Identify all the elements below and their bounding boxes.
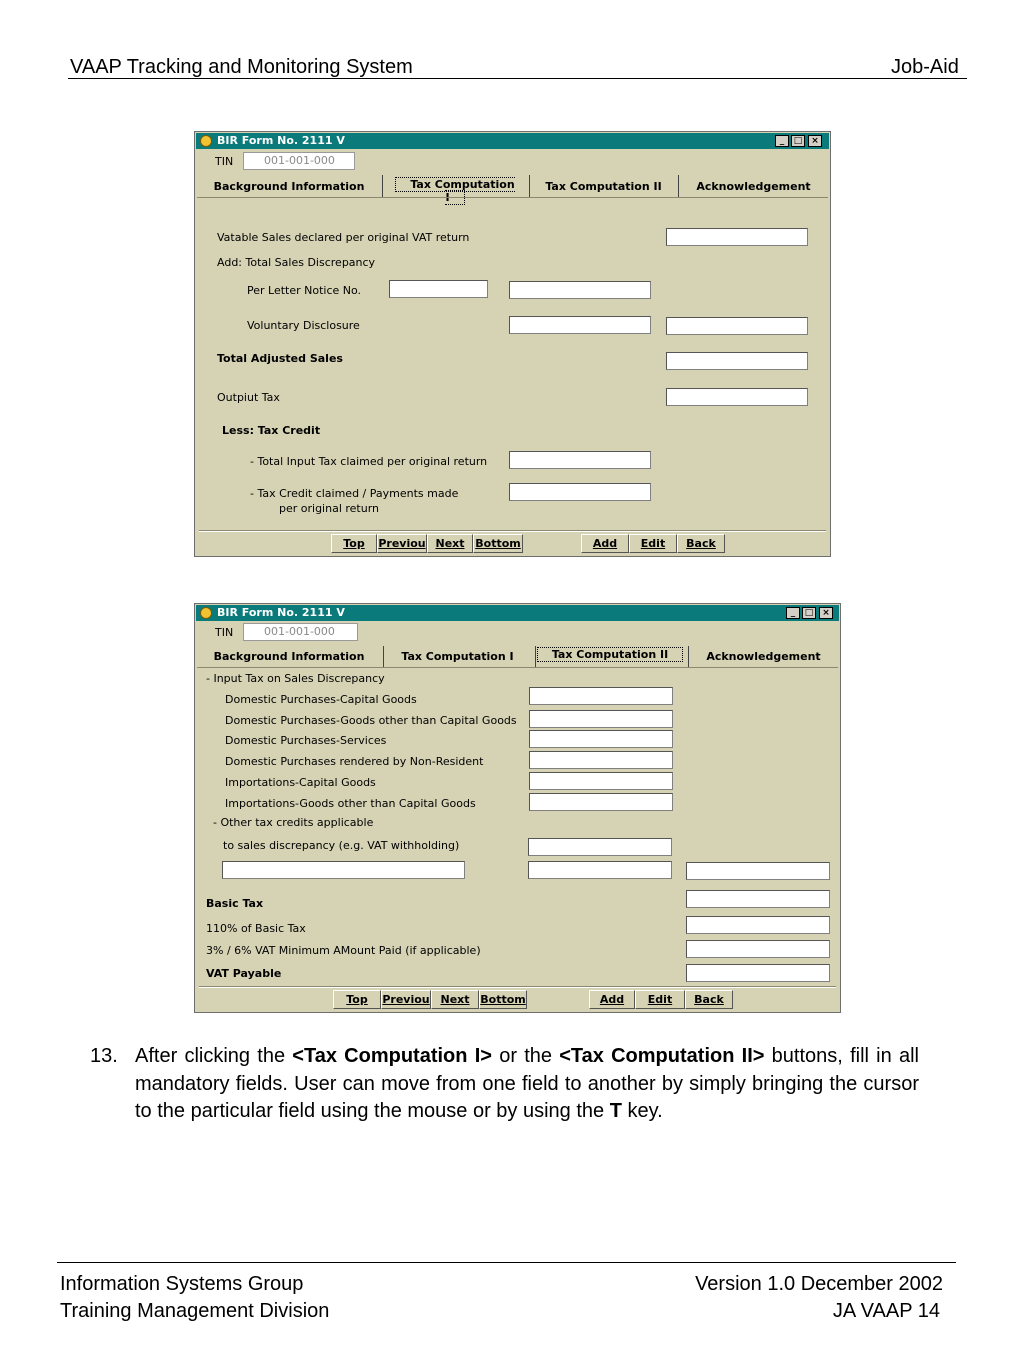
field-total-discrepancy[interactable] [666, 317, 808, 335]
add-button[interactable]: Add [589, 990, 635, 1009]
header-rule [68, 78, 967, 79]
bottom-button[interactable]: Bottom [473, 534, 523, 553]
label-basic-tax: Basic Tax [206, 897, 264, 910]
tab-separator [383, 646, 384, 667]
field-letter-notice-no[interactable] [389, 280, 488, 298]
tab-acknowledgement[interactable]: Acknowledgement [706, 650, 821, 663]
window-title: BIR Form No. 2111 V [217, 134, 345, 147]
tab-separator [678, 175, 679, 197]
label-input-tax-discrepancy: - Input Tax on Sales Discrepancy [206, 672, 385, 685]
tab-tax-computation-1[interactable]: Tax Computation [385, 178, 525, 204]
form-window-tax-computation-2 [194, 603, 841, 1013]
header-right: Job-Aid [891, 56, 959, 78]
instruction-bold-tab-1: <Tax Computation I> [292, 1045, 492, 1067]
field-importations-capital-goods[interactable] [529, 772, 673, 790]
maximize-icon[interactable]: □ [802, 607, 816, 619]
instruction-text: key. [621, 1100, 663, 1122]
footer-right-2: JA VAAP 14 [832, 1300, 940, 1322]
edit-button[interactable]: Edit [629, 534, 677, 553]
tab-separator [688, 646, 689, 667]
label-other-tax-credits: - Other tax credits applicable [213, 816, 374, 829]
field-vatable-sales[interactable] [666, 228, 808, 246]
label-per-original-return: per original return [279, 502, 380, 515]
field-other-credit-description[interactable] [222, 861, 465, 879]
minimize-icon[interactable]: _ [786, 607, 800, 619]
maximize-icon[interactable]: □ [791, 135, 805, 147]
step-number: 13. [90, 1045, 118, 1067]
footer-left-2: Training Management Division [60, 1300, 330, 1322]
field-vat-minimum[interactable] [686, 940, 830, 958]
field-domestic-non-resident[interactable] [529, 751, 673, 769]
tab-acknowledgement[interactable]: Acknowledgement [696, 180, 811, 193]
instruction-text: or the [491, 1045, 560, 1067]
label-110-basic-tax: 110% of Basic Tax [206, 922, 306, 935]
button-bar-rule-highlight [199, 531, 826, 532]
tab-tax-computation-1[interactable]: Tax Computation I [401, 650, 514, 663]
field-total-adjusted-sales[interactable] [666, 352, 808, 370]
app-icon [200, 135, 212, 147]
field-vat-payable[interactable] [686, 964, 830, 982]
field-total-input-tax[interactable] [509, 451, 651, 469]
tab-tax-computation-2[interactable]: Tax Computation II [535, 648, 685, 661]
label-importations-other-goods: Importations-Goods other than Capital Goods [225, 797, 476, 810]
label-per-letter-notice: Per Letter Notice No. [247, 284, 362, 297]
close-icon[interactable]: × [819, 607, 833, 619]
instruction-step-13 [90, 1043, 919, 1126]
field-vat-withholding[interactable] [528, 838, 672, 856]
tin-field[interactable]: 001-001-000 [243, 623, 358, 641]
header-title: VAAP Tracking and Monitoring System [70, 56, 413, 78]
label-domestic-capital-goods: Domestic Purchases-Capital Goods [225, 693, 417, 706]
form-window-tax-computation-1 [194, 131, 831, 557]
close-icon[interactable]: × [808, 135, 822, 147]
tab-baseline [197, 667, 838, 668]
previous-button[interactable]: Previou [381, 990, 431, 1009]
tab-separator [382, 175, 383, 197]
next-button[interactable]: Next [431, 990, 479, 1009]
tab-background-information[interactable]: Background Information [213, 650, 365, 663]
tab-baseline [197, 197, 828, 198]
top-button[interactable]: Top [333, 990, 381, 1009]
footer-right-1: Version 1.0 December 2002 [695, 1273, 943, 1295]
tin-label: TIN [215, 626, 234, 639]
label-total-input-tax: - Total Input Tax claimed per original return [250, 455, 488, 468]
instruction-bold-tab-2: <Tax Computation II> [559, 1045, 765, 1067]
label-vat-payable: VAT Payable [206, 967, 282, 980]
field-output-tax[interactable] [666, 388, 808, 406]
button-bar-rule-highlight [199, 987, 836, 988]
tab-tax-computation-2[interactable]: Tax Computation II [545, 180, 662, 193]
top-button[interactable]: Top [331, 534, 377, 553]
field-domestic-services[interactable] [529, 730, 673, 748]
label-vat-minimum: 3% / 6% VAT Minimum AMount Paid (if applicable) [206, 944, 481, 957]
minimize-icon[interactable]: _ [775, 135, 789, 147]
label-tax-credit-claimed: - Tax Credit claimed / Payments made [250, 487, 459, 500]
field-importations-other-goods[interactable] [529, 793, 673, 811]
label-total-adjusted-sales: Total Adjusted Sales [217, 352, 343, 365]
back-button[interactable]: Back [677, 534, 725, 553]
field-per-letter-amount[interactable] [509, 281, 651, 299]
label-output-tax: Outpiut Tax [217, 391, 280, 404]
label-voluntary-disclosure: Voluntary Disclosure [247, 319, 360, 332]
field-tax-credit-claimed[interactable] [509, 483, 651, 501]
tin-label: TIN [215, 155, 234, 168]
label-domestic-other-goods: Domestic Purchases-Goods other than Capital Goods [225, 714, 517, 727]
instruction-bold-key: T [609, 1100, 622, 1122]
edit-button[interactable]: Edit [635, 990, 685, 1009]
add-button[interactable]: Add [581, 534, 629, 553]
field-other-credit-amount[interactable] [528, 861, 672, 879]
field-total-input-tax-credits[interactable] [686, 862, 830, 880]
field-110-basic-tax[interactable] [686, 916, 830, 934]
field-domestic-other-goods[interactable] [529, 710, 673, 728]
bottom-button[interactable]: Bottom [479, 990, 527, 1009]
label-domestic-services: Domestic Purchases-Services [225, 734, 387, 747]
field-basic-tax[interactable] [686, 890, 830, 908]
label-add-total-sales-discrepancy: Add: Total Sales Discrepancy [217, 256, 376, 269]
previous-button[interactable]: Previou [377, 534, 427, 553]
label-domestic-non-resident: Domestic Purchases rendered by Non-Resident [225, 755, 484, 768]
field-domestic-capital-goods[interactable] [529, 687, 673, 705]
field-voluntary-disclosure[interactable] [509, 316, 651, 334]
label-to-sales-discrepancy: to sales discrepancy (e.g. VAT withholding) [223, 839, 460, 852]
label-vatable-sales: Vatable Sales declared per original VAT return [217, 231, 470, 244]
label-less-tax-credit: Less: Tax Credit [222, 424, 321, 437]
tin-field[interactable]: 001-001-000 [243, 152, 355, 170]
instruction-text: buttons, fill in all mandatory fields. User can move from one field to another by simply bringing the cursor to the particular field using the mouse or by using the [135, 1045, 919, 1122]
footer-left-1: Information Systems Group [60, 1273, 304, 1295]
window-titlebar [196, 605, 839, 621]
next-button[interactable]: Next [427, 534, 473, 553]
tab-background-information[interactable]: Background Information [213, 180, 365, 193]
app-icon [200, 607, 212, 619]
instruction-text: After clicking the [135, 1045, 293, 1067]
footer-rule [57, 1262, 956, 1263]
window-title: BIR Form No. 2111 V [217, 606, 345, 619]
back-button[interactable]: Back [685, 990, 733, 1009]
window-titlebar [196, 133, 829, 149]
label-importations-capital-goods: Importations-Capital Goods [225, 776, 376, 789]
tab-separator [529, 175, 530, 197]
